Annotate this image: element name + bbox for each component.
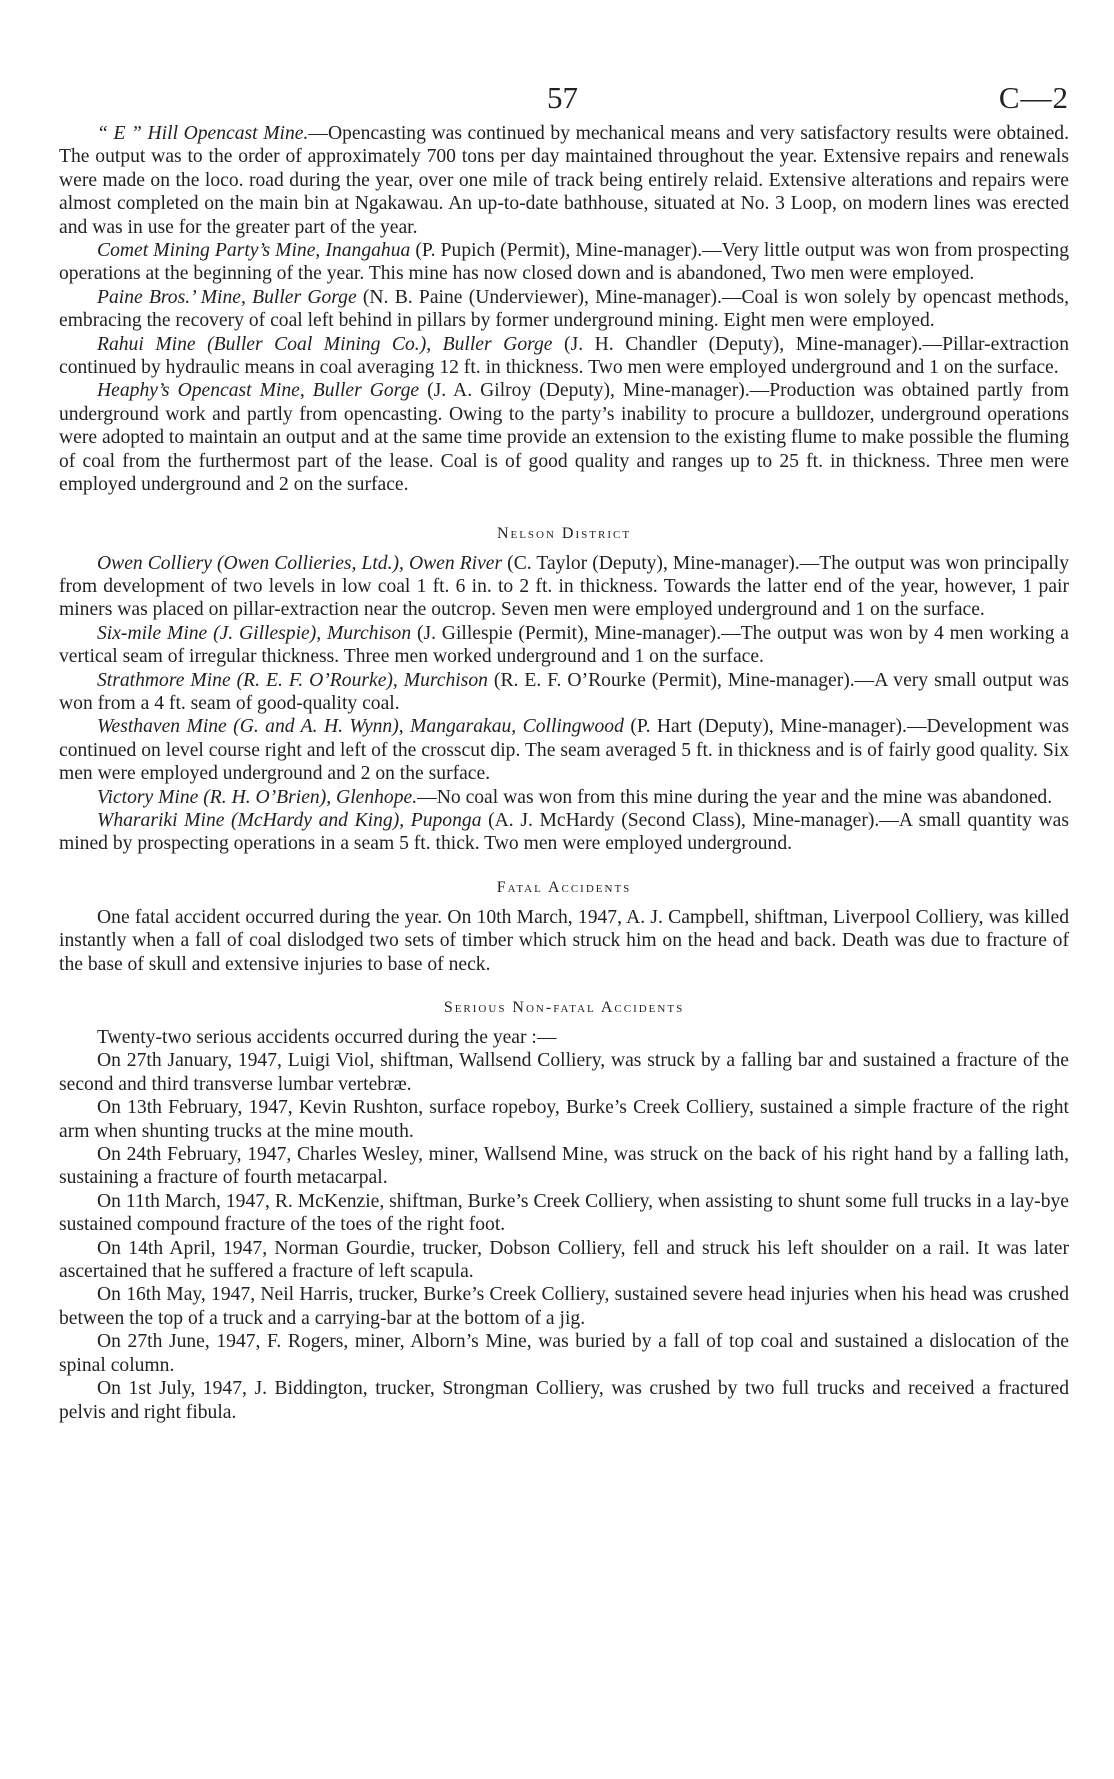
paragraph-e-hill [59,122,1069,239]
mine-name: Paine Bros.’ Mine, Buller Gorge [97,286,357,308]
section-heading-fatal-accidents: Fatal Accidents [496,878,632,896]
paragraph-body: (J. H. Chandler (Deputy), Mine-manager).—Pillar-extraction continued by hydraulic means in coal averaging 12 ft. in thickness. Two men were employed underground and 1 on the surface. [59,333,1070,379]
paragraph-accident: On 1st July, 1947, J. Biddington, trucker, Strongman Colliery, was crushed by two full trucks and received a fractured pelvis and right fibula. [59,1378,1069,1423]
paragraph-body: (N. B. Paine (Underviewer), Mine-manager).—Coal is won solely by opencast methods, embracing the recovery of coal left behind in pillars by former underground mining. Eight men were employed. [59,286,1069,332]
mine-name: Strathmore Mine (R. E. F. O’Rourke), Murchison [97,669,488,691]
paragraph-westhaven [59,715,1069,785]
paragraph-accident: On 27th June, 1947, F. Rogers, miner, Alborn’s Mine, was buried by a fall of top coal and sustained a dislocation of the spinal column. [59,1331,1069,1376]
paragraph-accident: On 16th May, 1947, Neil Harris, trucker, Burke’s Creek Colliery, sustained severe head injuries when his head was crushed between the top of a truck and a carrying-bar at the bottom of a jig. [59,1284,1069,1329]
document-page [59,66,1069,1424]
mine-name: Comet Mining Party’s Mine, Inangahua [97,240,411,262]
paragraph-body: (C. Taylor (Deputy), Mine-manager).—The output was won principally from development of two levels in low coal 1 ft. 6 in. to 2 ft. in thickness. Towards the latter end of the year, however, 1 pair miners was placed on pillar-extraction near the outcrop. Seven men were employed underground and 1 on the surface. [59,552,1069,621]
paragraph-accident: On 27th January, 1947, Luigi Viol, shiftman, Wallsend Colliery, was struck by a falling bar and sustained a fracture of the second and third transverse lumbar vertebræ. [59,1050,1069,1095]
serious-section [59,1026,1069,1424]
paragraph-accident: On 14th April, 1947, Norman Gourdie, trucker, Dobson Colliery, fell and struck his left shoulder on a rail. It was later ascertained that he suffered a fracture of left scapula. [59,1237,1069,1283]
mine-name: Westhaven Mine (G. and A. H. Wynn), Mangarakau, Collingwood [97,716,624,738]
page-number: 57 [547,80,578,115]
mine-name: Owen Colliery (Owen Collieries, Ltd.), Owen River [97,552,503,574]
paragraph-body: (J. A. Gilroy (Deputy), Mine-manager).—Production was obtained partly from underground work and partly from opencasting. Owing to the party’s inability to procure a bulldozer, underground operations were adopted to maintain an output and at the same time provide an extension to the existing flume to make possible the fluming of coal from the furthermost part of the lease. Coal is of good quality and ranges up to 25 ft. in thickness. Three men were employed underground and 2 on the surface. [59,380,1069,496]
mine-name: Rahui Mine (Buller Coal Mining Co.), Buller Gorge [97,333,553,355]
paragraph-comet [59,239,1069,286]
paragraph-body: (A. J. McHardy (Second Class), Mine-manager).—A small quantity was mined by prospecting operations in a seam 5 ft. thick. Two men were employed underground. [59,809,1069,855]
mine-name: Heaphy’s Opencast Mine, Buller Gorge [97,380,420,402]
paragraph-six-mile [59,622,1069,669]
paragraph-body: —Opencasting was continued by mechanical means and very satisfactory results were obtained. The output was to the order of approximately 700 tons per day maintained throughout the year. Extensive repairs and renewals were made on the loco. road during the year, over one mile of track being entirely relaid. Extensive alterations and repairs were almost completed on the main bin at Ngakawau. An up-to-date bathhouse, situated at No. 3 Loop, on modern lines was erected and was in use for the greater part of the year. [59,123,1069,238]
paragraph-heaphy [59,379,1069,496]
paragraph-body: (P. Hart (Deputy), Mine-manager).—Development was continued on level course right and left of the crosscut dip. The seam averaged 5 ft. in thickness and is of fairly good quality. Six men were employed underground and 2 on the surface. [59,716,1069,785]
paragraph-owen [59,552,1069,622]
paragraph-accident: On 13th February, 1947, Kevin Rushton, surface ropeboy, Burke’s Creek Colliery, sustained a simple fracture of the right arm when shunting trucks at the mine mouth. [59,1097,1069,1142]
paragraph-victory [59,786,1069,809]
paragraph-body: (R. E. F. O’Rourke (Permit), Mine-manager).—A very small output was won from a 4 ft. seam of good-quality coal. [59,669,1070,714]
page-header [59,66,1069,122]
paragraph-strathmore [59,669,1069,716]
section-heading-serious-accidents: Serious Non-fatal Accidents [443,999,685,1016]
paragraph-rahui [59,333,1069,380]
mine-name: Victory Mine (R. H. O’Brien), Glenhope. [97,786,418,808]
paragraph-wharariki [59,809,1069,856]
paragraph-serious-intro: Twenty-two serious accidents occurred during the year :— [97,1027,557,1048]
nelson-section [59,552,1069,856]
paragraph-paine [59,286,1069,333]
paragraph-body: (J. Gillespie (Permit), Mine-manager).—The output was won by 4 men working a vertical seam of irregular thickness. Three men worked underground and 1 on the surface. [59,622,1069,668]
section-heading-nelson-district: Nelson District [496,524,632,542]
intro-section [59,122,1069,497]
paragraph-accident: On 11th March, 1947, R. McKenzie, shiftman, Burke’s Creek Colliery, when assisting to shunt some full trucks in a lay-bye sustained compound fracture of the toes of the right foot. [59,1190,1069,1236]
mine-name: Wharariki Mine (McHardy and King), Puponga [97,809,482,831]
paragraph-body: (P. Pupich (Permit), Mine-manager).—Very little output was won from prospecting operations at the beginning of the year. This mine has now closed down and is abandoned, Two men were employed. [59,240,1069,285]
paragraph-fatal: One fatal accident occurred during the year. On 10th March, 1947, A. J. Campbell, shiftman, Liverpool Colliery, was killed instantly when a fall of coal dislodged two sets of timber which struck him on the head and back. Death was due to fracture of the base of skull and extensive injuries to base of neck. [59,906,1069,975]
mine-name: Six-mile Mine (J. Gillespie), Murchison [97,622,412,644]
mine-name: “ E ” Hill Opencast Mine. [97,123,309,144]
paragraph-body: —No coal was won from this mine during the year and the mine was abandoned. [417,786,1053,808]
report-reference: C—2 [998,80,1069,115]
paragraph-accident: On 24th February, 1947, Charles Wesley, miner, Wallsend Mine, was struck on the back of his right hand by a falling lath, sustaining a fracture of fourth metacarpal. [59,1144,1069,1189]
fatal-section [59,906,1069,976]
